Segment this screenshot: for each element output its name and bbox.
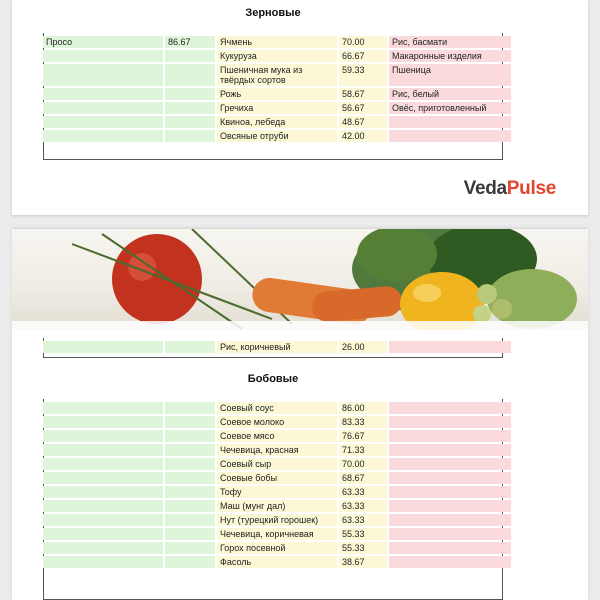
- grains-table: [43, 34, 511, 144]
- cell-c2: [165, 458, 215, 470]
- document-page-1: [12, 0, 588, 215]
- table-row: [43, 556, 511, 568]
- cell-c1: [43, 556, 163, 568]
- cell-c5: [389, 556, 511, 568]
- cell-c3: Овсяные отруби: [217, 130, 337, 142]
- cell-c3: Рис, коричневый: [217, 341, 337, 353]
- cell-c4: 59.33: [339, 64, 387, 86]
- table-row: [43, 102, 511, 114]
- cell-c4: 63.33: [339, 514, 387, 526]
- cell-c2: [165, 341, 215, 353]
- cell-c1: [43, 528, 163, 540]
- cell-c3: Кукуруза: [217, 50, 337, 62]
- section-title-legumes: Бобовые: [247, 373, 299, 385]
- table-row: [43, 486, 511, 498]
- document-page-2: [12, 229, 588, 600]
- cell-c1: [43, 472, 163, 484]
- table-row: [43, 130, 511, 142]
- cell-c1: [43, 88, 163, 100]
- cell-c4: 63.33: [339, 486, 387, 498]
- table-row: [43, 341, 511, 353]
- cell-c1: [43, 500, 163, 512]
- cell-c3: Тофу: [217, 486, 337, 498]
- cell-c2: [165, 130, 215, 142]
- cell-c1: [43, 542, 163, 554]
- cell-c2: [165, 416, 215, 428]
- table-row: [43, 430, 511, 442]
- cell-c5: [389, 116, 511, 128]
- cell-c2: [165, 542, 215, 554]
- cell-c2: [165, 528, 215, 540]
- cell-c5: Пшеница: [389, 64, 511, 86]
- cell-c3: Нут (турецкий горошек): [217, 514, 337, 526]
- cell-c1: [43, 116, 163, 128]
- table-row: [43, 402, 511, 414]
- cell-c4: 70.00: [339, 458, 387, 470]
- cell-c3: Соевое мясо: [217, 430, 337, 442]
- cell-c4: 42.00: [339, 130, 387, 142]
- table-row: [43, 36, 511, 48]
- vegetables-banner-image: [12, 229, 588, 330]
- cell-c4: 70.00: [339, 36, 387, 48]
- cell-c2: [165, 444, 215, 456]
- logo-part-pulse: Pulse: [506, 178, 556, 199]
- cell-c2: [165, 102, 215, 114]
- cell-c1: [43, 514, 163, 526]
- cell-c3: Чечевица, красная: [217, 444, 337, 456]
- cell-c5: Овёс, приготовленный: [389, 102, 511, 114]
- grains-continued-table: [43, 339, 511, 355]
- cell-c3: Ячмень: [217, 36, 337, 48]
- table-row: [43, 64, 511, 86]
- cell-c2: [165, 500, 215, 512]
- cell-c4: 83.33: [339, 416, 387, 428]
- cell-c1: [43, 416, 163, 428]
- cell-c1: [43, 130, 163, 142]
- section-title-grains: Зерновые: [245, 7, 301, 19]
- cell-c4: 76.67: [339, 430, 387, 442]
- table-row: [43, 416, 511, 428]
- cell-c4: 63.33: [339, 500, 387, 512]
- cell-c4: 48.67: [339, 116, 387, 128]
- cell-c4: 38.67: [339, 556, 387, 568]
- cell-c1: [43, 102, 163, 114]
- cell-c3: Маш (мунг дал): [217, 500, 337, 512]
- cell-c5: [389, 416, 511, 428]
- table-row: [43, 88, 511, 100]
- cell-c3: Фасоль: [217, 556, 337, 568]
- cell-c5: [389, 528, 511, 540]
- cell-c5: Рис, белый: [389, 88, 511, 100]
- table-row: [43, 444, 511, 456]
- cell-c5: [389, 486, 511, 498]
- cell-c4: 26.00: [339, 341, 387, 353]
- cell-c3: Горох посевной: [217, 542, 337, 554]
- cell-c1: [43, 458, 163, 470]
- cell-c5: [389, 514, 511, 526]
- cell-c5: [389, 130, 511, 142]
- cell-c2: [165, 50, 215, 62]
- cell-c5: [389, 444, 511, 456]
- cell-c3: Рожь: [217, 88, 337, 100]
- cell-c2: 86.67: [165, 36, 215, 48]
- cell-c2: [165, 402, 215, 414]
- cell-c4: 55.33: [339, 528, 387, 540]
- cell-c1: [43, 430, 163, 442]
- table-row: [43, 116, 511, 128]
- cell-c4: 58.67: [339, 88, 387, 100]
- cell-c5: [389, 430, 511, 442]
- cell-c4: 86.00: [339, 402, 387, 414]
- cell-c5: [389, 542, 511, 554]
- cell-c1: [43, 402, 163, 414]
- vedapulse-logo: [464, 178, 556, 200]
- logo-part-veda: Veda: [463, 178, 507, 199]
- table-row: [43, 514, 511, 526]
- cell-c3: Соевый соус: [217, 402, 337, 414]
- cell-c1: [43, 64, 163, 86]
- cell-c2: [165, 486, 215, 498]
- cell-c4: 68.67: [339, 472, 387, 484]
- cell-c5: [389, 458, 511, 470]
- cell-c2: [165, 88, 215, 100]
- cell-c5: [389, 472, 511, 484]
- cell-c3: Соевые бобы: [217, 472, 337, 484]
- cell-c5: [389, 500, 511, 512]
- cell-c2: [165, 556, 215, 568]
- cell-c3: Соевый сыр: [217, 458, 337, 470]
- cell-c3: Чечевица, коричневая: [217, 528, 337, 540]
- cell-c2: [165, 514, 215, 526]
- cell-c4: 71.33: [339, 444, 387, 456]
- cell-c2: [165, 116, 215, 128]
- cell-c3: Квиноа, лебеда: [217, 116, 337, 128]
- cell-c2: [165, 64, 215, 86]
- legumes-table: [43, 400, 511, 570]
- cell-c4: 66.67: [339, 50, 387, 62]
- table-row: [43, 542, 511, 554]
- cell-c3: Пшеничная мука из твёрдых сортов: [217, 64, 337, 86]
- table-row: [43, 458, 511, 470]
- cell-c4: 55.33: [339, 542, 387, 554]
- cell-c1: [43, 341, 163, 353]
- cell-c2: [165, 472, 215, 484]
- vegetables-illustration: [12, 229, 588, 330]
- table-row: [43, 528, 511, 540]
- cell-c5: Макаронные изделия: [389, 50, 511, 62]
- cell-c1: Просо: [43, 36, 163, 48]
- cell-c5: [389, 402, 511, 414]
- cell-c1: [43, 486, 163, 498]
- cell-c2: [165, 430, 215, 442]
- cell-c1: [43, 444, 163, 456]
- cell-c4: 56.67: [339, 102, 387, 114]
- cell-c5: Рис, басмати: [389, 36, 511, 48]
- cell-c5: [389, 341, 511, 353]
- table-row: [43, 472, 511, 484]
- table-row: [43, 500, 511, 512]
- table-row: [43, 50, 511, 62]
- cell-c3: Соевое молоко: [217, 416, 337, 428]
- cell-c3: Гречиха: [217, 102, 337, 114]
- cell-c1: [43, 50, 163, 62]
